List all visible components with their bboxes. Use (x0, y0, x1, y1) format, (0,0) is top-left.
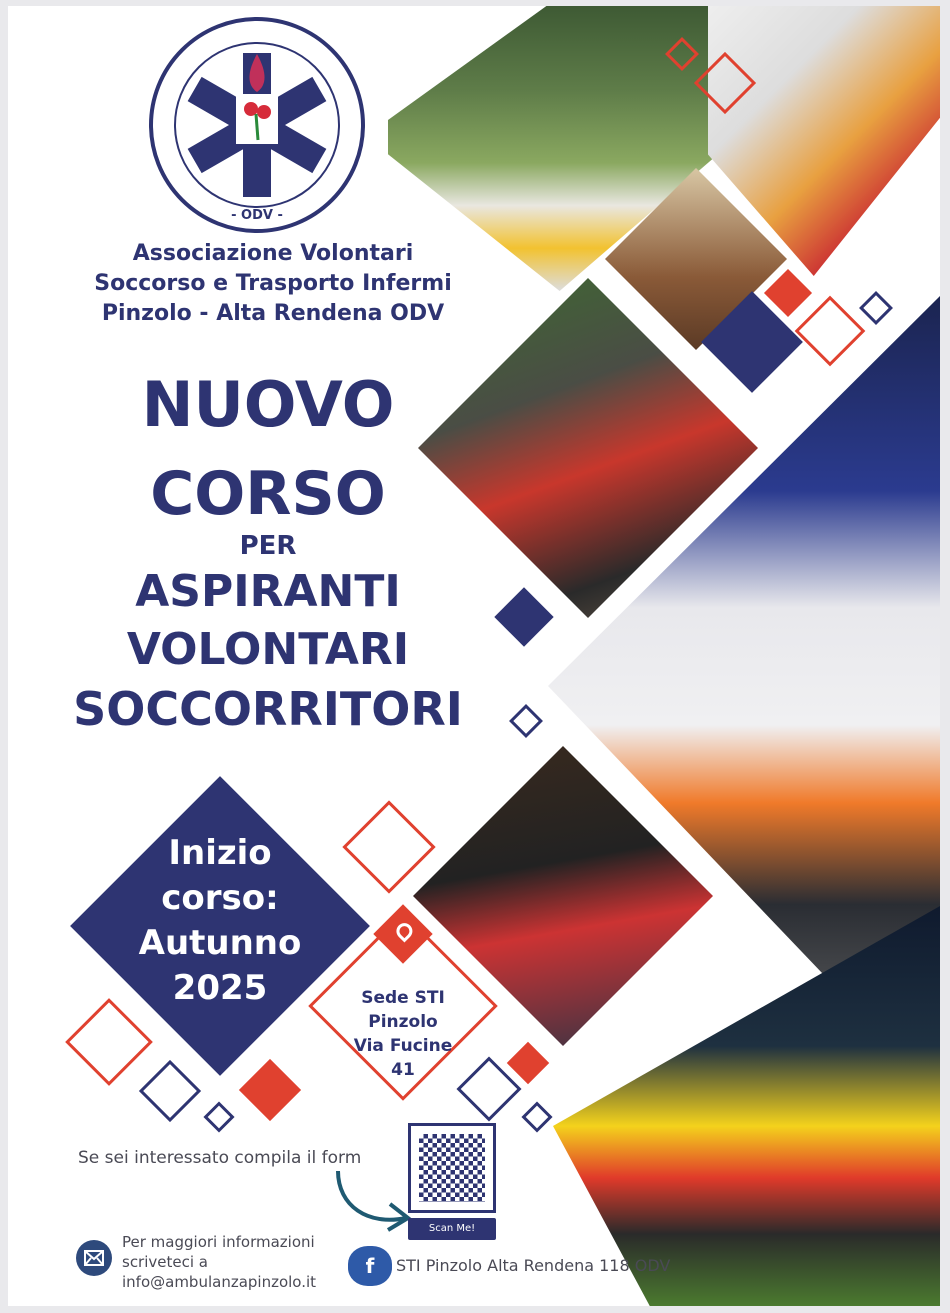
association-logo (146, 14, 368, 236)
qr-code[interactable] (408, 1123, 496, 1213)
location-badge (308, 911, 498, 1101)
decor-diamond (203, 1101, 234, 1132)
poster (8, 6, 940, 1306)
place-line-4: 41 (391, 1060, 415, 1080)
headline-per: PER (239, 531, 297, 561)
decor-diamond (795, 296, 866, 367)
contact-info (122, 1232, 316, 1292)
scan-me-button[interactable]: Scan Me! (408, 1218, 496, 1240)
headline-nuovo: NUOVO (141, 368, 395, 441)
headline-volontari: VOLONTARI (126, 624, 410, 675)
decor-diamond (507, 1042, 549, 1084)
org-line-1: Associazione Volontari (132, 241, 414, 266)
place-line-1: Sede STI (361, 988, 445, 1008)
org-line-3: Pinzolo - Alta Rendena ODV (101, 301, 445, 326)
contact-line-1: Per maggiori informazioni (122, 1233, 315, 1251)
start-line-2: corso: (161, 878, 279, 918)
headline-aspiranti: ASPIRANTI (135, 566, 401, 617)
headline-corso: CORSO (150, 459, 386, 529)
form-prompt: Se sei interessato compila il form (78, 1148, 362, 1168)
place-line-3: Via Fucine (353, 1036, 453, 1056)
decor-diamond (509, 704, 543, 738)
start-line-3: Autunno (138, 923, 302, 963)
organization-name (38, 239, 508, 329)
facebook-page-name[interactable]: STI Pinzolo Alta Rendena 118 ODV (396, 1256, 671, 1275)
start-line-4: 2025 (172, 968, 268, 1008)
facebook-icon: f (348, 1246, 392, 1286)
org-line-2: Soccorso e Trasporto Infermi (94, 271, 452, 296)
decor-diamond (521, 1101, 552, 1132)
arrow-icon (328, 1166, 418, 1236)
decor-diamond (859, 291, 893, 325)
place-line-2: Pinzolo (368, 1012, 438, 1032)
email-icon (76, 1240, 112, 1276)
headline-soccorritori: SOCCORRITORI (73, 682, 463, 736)
contact-line-2: scriveteci a (122, 1253, 208, 1271)
start-line-1: Inizio (168, 833, 272, 873)
contact-email-link[interactable]: info@ambulanzapinzolo.it (122, 1273, 317, 1291)
svg-text:- ODV -: - ODV - (231, 208, 283, 223)
